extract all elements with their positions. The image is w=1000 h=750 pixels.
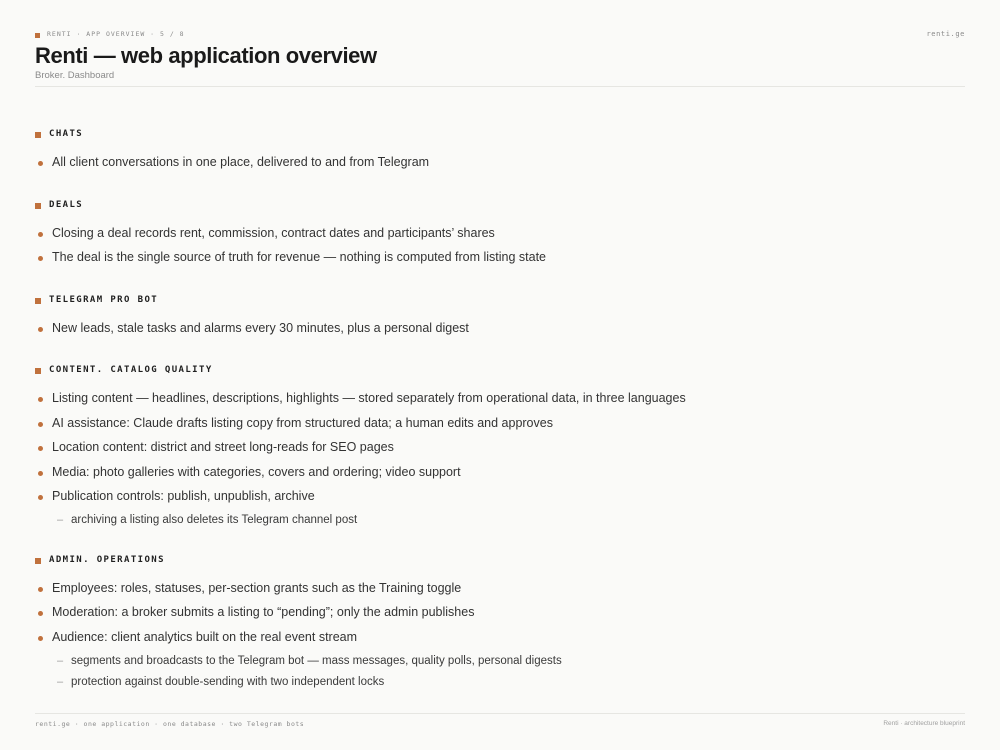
section-marker-icon xyxy=(35,368,41,374)
bullet-icon xyxy=(38,471,43,476)
slide xyxy=(35,0,965,750)
list-item xyxy=(35,440,965,458)
section-heading-chats xyxy=(35,129,965,143)
list-item-text: The deal is the single source of truth for revenue — nothing is computed from listing state xyxy=(52,250,547,264)
header-divider xyxy=(35,86,965,87)
page-title: Renti — web application overview xyxy=(35,43,377,68)
accent-square-icon xyxy=(35,33,40,38)
breadcrumb: RENTI · APP OVERVIEW · 5 / 8 xyxy=(47,30,185,38)
list-item-text: Listing content — headlines, descriptions, highlights — stored separately from operational data, in three languages xyxy=(52,391,686,405)
page-subtitle: Broker. Dashboard xyxy=(35,70,115,81)
list-item-text: Moderation: a broker submits a listing to “pending”; only the admin publishes xyxy=(52,605,475,619)
list-item-text: AI assistance: Claude drafts listing copy from structured data; a human edits and approves xyxy=(52,416,553,430)
list-item xyxy=(35,605,965,623)
sub-list-item xyxy=(35,655,965,671)
section-heading-label: TELEGRAM PRO BOT xyxy=(49,295,159,305)
bullet-icon xyxy=(38,611,43,616)
dash-icon: – xyxy=(57,655,64,667)
list-item xyxy=(35,581,965,599)
bullet-icon xyxy=(38,636,43,641)
list-item-text: Publication controls: publish, unpublish, archive xyxy=(52,489,315,503)
bullet-icon xyxy=(38,495,43,500)
footer-credit: Renti · architecture blueprint xyxy=(883,720,965,727)
section-heading-label: DEALS xyxy=(49,200,84,210)
sub-list-item xyxy=(35,514,965,530)
bullet-icon xyxy=(38,446,43,451)
list-item xyxy=(35,391,965,409)
bullet-icon xyxy=(38,422,43,427)
footer-tagline: renti.ge · one application · one database · two Telegram bots xyxy=(35,720,305,728)
bullet-icon xyxy=(38,327,43,332)
list-item-text: Audience: client analytics built on the real event stream xyxy=(52,630,358,644)
bullet-icon xyxy=(38,587,43,592)
footer-divider xyxy=(35,713,965,714)
sub-list-item xyxy=(35,676,965,692)
list-item xyxy=(35,416,965,434)
list-item xyxy=(35,630,965,648)
list-item-text: Employees: roles, statuses, per-section grants such as the Training toggle xyxy=(52,581,462,595)
section-heading-admin-operations xyxy=(35,555,965,569)
list-item-text: Media: photo galleries with categories, covers and ordering; video support xyxy=(52,465,461,479)
sub-list-item-text: segments and broadcasts to the Telegram bot — mass messages, quality polls, personal digests xyxy=(71,655,562,667)
section-marker-icon xyxy=(35,132,41,138)
list-item xyxy=(35,489,965,507)
site-name: renti.ge xyxy=(926,30,965,38)
list-item-text: New leads, stale tasks and alarms every 30 minutes, plus a personal digest xyxy=(52,321,469,335)
bullet-icon xyxy=(38,397,43,402)
list-item-text: Closing a deal records rent, commission, contract dates and participants’ shares xyxy=(52,226,495,240)
section-marker-icon xyxy=(35,558,41,564)
list-item-text: All client conversations in one place, delivered to and from Telegram xyxy=(52,155,430,169)
section-marker-icon xyxy=(35,203,41,209)
section-heading-label: ADMIN. OPERATIONS xyxy=(49,555,165,565)
list-item-text: Location content: district and street long-reads for SEO pages xyxy=(52,440,394,454)
list-item xyxy=(35,321,965,339)
bullet-icon xyxy=(38,256,43,261)
sub-list-item-text: protection against double-sending with two independent locks xyxy=(71,676,385,688)
dash-icon: – xyxy=(57,676,64,688)
section-marker-icon xyxy=(35,298,41,304)
section-heading-label: CHATS xyxy=(49,129,84,139)
bullet-icon xyxy=(38,161,43,166)
bullet-icon xyxy=(38,232,43,237)
dash-icon: – xyxy=(57,514,64,526)
section-heading-deals xyxy=(35,200,965,214)
list-item xyxy=(35,465,965,483)
list-item xyxy=(35,155,965,173)
list-item xyxy=(35,250,965,268)
top-bar xyxy=(35,30,965,42)
section-heading-telegram-pro-bot xyxy=(35,295,965,309)
sub-list-item-text: archiving a listing also deletes its Telegram channel post xyxy=(71,514,358,526)
section-heading-content-catalog-quality xyxy=(35,365,965,379)
section-heading-label: CONTENT. CATALOG QUALITY xyxy=(49,365,213,375)
list-item xyxy=(35,226,965,244)
